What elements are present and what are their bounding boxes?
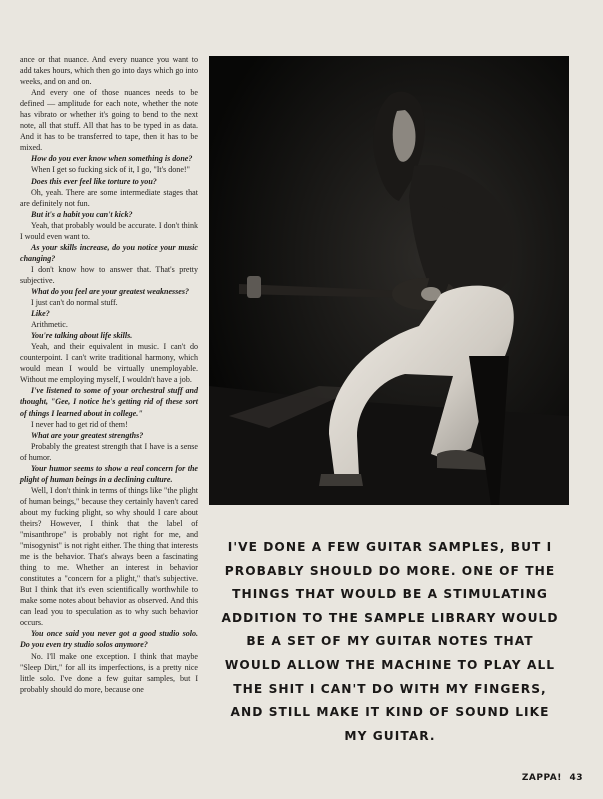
- paragraph-question: What do you feel are your greatest weaknesses?: [31, 286, 190, 296]
- paragraph-answer: I just can't do normal stuff.: [31, 298, 118, 308]
- paragraph-question: How do you ever know when something is done?: [31, 154, 193, 164]
- paragraph-question: But it's a habit you can't kick?: [31, 209, 133, 219]
- paragraph-answer: No. I'll make one exception. I think that maybe "Sleep Dirt," for all its imperfections, is a pretty nice little solo. I've done a few guitar samples, but I probably should do more, because one: [20, 651, 198, 694]
- paragraph-answer: And every one of those nuances needs to be defined — amplitude for each note, whether the note has vibrato or whether it's going to bend to the next note, all that stuff. All that has to be typed in as data. And it has to be transferred to tape, then it has to be mixed.: [20, 88, 198, 153]
- paragraph-question: You once said you never got a good studio solo. Do you even try studio solos anymore?: [20, 629, 198, 650]
- paragraph-answer: Well, I don't think in terms of things like "the plight of human beings," because they certainly haven't cared about my fucking plight, so why should I care about theirs? However, I think that the label of "misanthrope" is probably not right for me, and "misogynist" is not right either. The thing that interests me is the behavior. That's always been a fascinating thing to me. Whether an interest in behavior constitutes a "concern for a plight," that's subjective. But I think that it's even scientifically worthwhile to make some notes about behavior as observed. And this can lead you to speculation as to why such behavior occurs.: [20, 485, 198, 628]
- paragraph-question: Like?: [31, 309, 50, 319]
- paragraph-question: Does this ever feel like torture to you?: [31, 176, 157, 186]
- paragraph-question: You're talking about life skills.: [31, 331, 133, 341]
- paragraph-answer: When I get so fucking sick of it, I go, "It's done!": [31, 165, 190, 175]
- page-folio: [522, 773, 583, 783]
- paragraph-question: As your skills increase, do you notice your music changing?: [20, 242, 198, 263]
- paragraph-answer: Oh, yeah. There are some intermediate stages that are definitely not fun.: [20, 187, 198, 208]
- page-number: 43: [569, 773, 583, 783]
- article-text-column: [20, 54, 198, 695]
- paragraph-answer: I never had to get rid of them!: [31, 419, 128, 429]
- paragraph-answer: I don't know how to answer that. That's pretty subjective.: [20, 264, 198, 285]
- paragraph-question: Your humor seems to show a real concern for the plight of human beings in a declining culture.: [20, 463, 198, 484]
- guitarist-illustration: [209, 56, 569, 505]
- magazine-name: ZAPPA!: [521, 773, 562, 783]
- paragraph-answer: Probably the greatest strength that I have is a sense of humor.: [20, 441, 198, 462]
- paragraph-answer: Arithmetic.: [31, 320, 68, 330]
- pull-quote: I'VE DONE A FEW GUITAR SAMPLES, BUT I PROBABLY SHOULD DO MORE. ONE OF THE THINGS THAT WOULD BE A STIMULATING ADDITION TO THE SAMPLE LIBRARY WOULD BE A SET OF MY GUITAR NOTES THAT WOULD ALLOW THE MACHINE TO PLAY ALL THE SHIT I CAN'T DO WITH MY FINGERS, AND STILL MAKE IT KIND OF SOUND LIKE MY GUITAR.: [221, 540, 559, 743]
- paragraph-question: I've listened to some of your orchestral stuff and thought, "Gee, I notice he's getting rid of these sort of things I learned about in college.": [20, 386, 198, 418]
- guitarist-photo: [209, 56, 569, 505]
- paragraph-answer: ance or that nuance. And every nuance you want to add takes hours, which then go into days which go into weeks, and on and on.: [20, 55, 198, 87]
- paragraph-answer: Yeah, and their equivalent in music. I can't do counterpoint. I can't write traditional harmony, which would mean I would be virtually unemployable. Without me employing myself, I wouldn't have a job.: [20, 342, 198, 385]
- paragraph-question: What are your greatest strengths?: [31, 430, 144, 440]
- paragraph-answer: Yeah, that probably would be accurate. I don't think I would even want to.: [20, 220, 198, 241]
